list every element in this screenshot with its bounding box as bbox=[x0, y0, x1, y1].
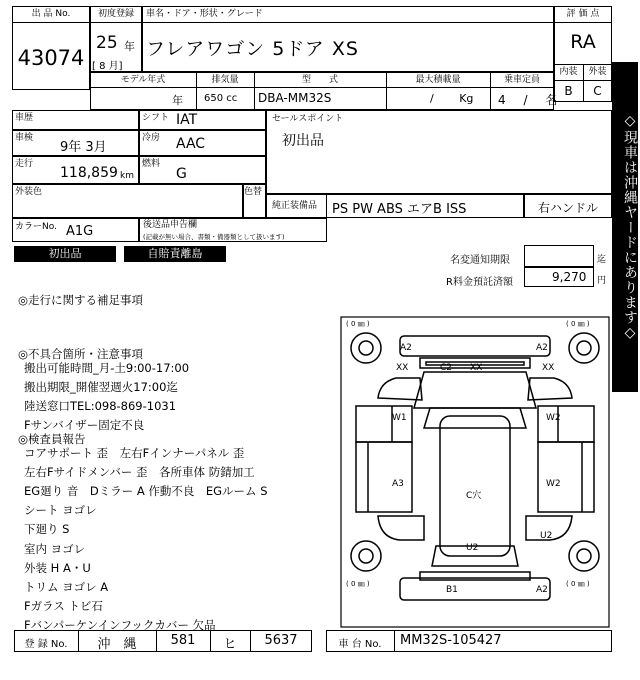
load-label: 最大積載量 bbox=[415, 75, 461, 85]
shift-label: シフト bbox=[142, 113, 170, 123]
post-label: 後送品申告欄 bbox=[143, 220, 198, 230]
driving-notes-title: ◎走行に関する補足事項 bbox=[18, 293, 144, 307]
note-line: Fバンパーケンインフックカバー 欠品 bbox=[24, 617, 216, 632]
car-damage-diagram bbox=[340, 316, 610, 628]
rear-door-right bbox=[538, 442, 594, 512]
note-line: EG廻り 音 Dミラー A 作動不良 EGルーム S bbox=[24, 484, 268, 499]
first-reg-year-unit: 年 bbox=[124, 40, 135, 53]
mileage-unit: km bbox=[120, 171, 134, 181]
displacement-label: 排気量 bbox=[211, 75, 239, 85]
chassis-number: MM32S-105427 bbox=[400, 633, 502, 648]
color-no-value: A1G bbox=[66, 224, 94, 239]
mark-rear-door-right: W2 bbox=[546, 479, 561, 489]
tire-label-front-left: ( 0 ㎜ ) bbox=[346, 320, 370, 328]
steering-value: 右ハンドル bbox=[537, 201, 598, 215]
mileage-label: 走行 bbox=[15, 159, 34, 169]
ac-label: 冷房 bbox=[142, 133, 161, 143]
tire-label-front-right: ( 0 ㎜ ) bbox=[566, 320, 590, 328]
equipment-label: 純正装備品 bbox=[272, 201, 318, 211]
roof bbox=[440, 416, 510, 556]
chassis-label: 車 台 No. bbox=[338, 639, 382, 650]
front-bumper bbox=[400, 336, 550, 356]
front-door-right bbox=[538, 406, 594, 442]
first-reg-month: [ 8 月] bbox=[92, 61, 123, 72]
mileage-value: 118,859 bbox=[60, 165, 118, 181]
inspector-title: ◎検査員報告 bbox=[18, 432, 86, 446]
note-line: 搬出可能時間_月-土9:00-17:00 bbox=[24, 361, 190, 375]
model-year-label: モデル年式 bbox=[120, 75, 166, 85]
mark-rear-bumper-right: A2 bbox=[536, 585, 548, 595]
first-listing-badge: 初出品 bbox=[14, 246, 116, 262]
mark-front-bumper-left: A2 bbox=[400, 343, 412, 353]
ac-value: AAC bbox=[176, 136, 206, 152]
inspection-label: 車検 bbox=[15, 133, 34, 143]
front-fender-right bbox=[528, 378, 572, 400]
equipment-value: PS PW ABS エアB ISS bbox=[332, 202, 467, 217]
color-change-label: 色替 bbox=[244, 187, 263, 197]
fuel-value: G bbox=[176, 166, 187, 182]
deadline-label: 名変通知期限 bbox=[450, 255, 510, 266]
first-reg-label: 初度登録 bbox=[97, 9, 134, 19]
inspection-value: 9年 3月 bbox=[60, 140, 107, 155]
mark-fender-right: XX bbox=[542, 363, 555, 373]
note-line: Fサンバイザー固定不良 bbox=[24, 418, 145, 433]
tire-label-rear-right: ( 0 ㎜ ) bbox=[566, 580, 590, 588]
mark-hood: C2 bbox=[440, 363, 453, 373]
yard-location-banner: ◇現車は沖縄ヤードにあります◇ bbox=[612, 62, 638, 392]
mark-front-bumper-right: A2 bbox=[536, 343, 548, 353]
registration-number: 5637 bbox=[264, 633, 298, 648]
history-label: 車歴 bbox=[15, 113, 34, 123]
model-year-unit: 年 bbox=[172, 94, 183, 107]
front-door-left bbox=[356, 406, 412, 442]
note-line: 外装 H A・U bbox=[24, 560, 91, 575]
interior-grade: B bbox=[564, 84, 573, 98]
defect-notes-title: ◎不具合箇所・注意事項 bbox=[18, 347, 144, 361]
note-line: Fガラス トビ石 bbox=[24, 598, 103, 613]
capacity-label: 乗車定員 bbox=[503, 75, 540, 85]
mark-rear-door-left: A3 bbox=[392, 479, 404, 489]
island-insurance-badge: 自賠責離島 bbox=[124, 246, 226, 262]
shift-value: IAT bbox=[176, 112, 198, 128]
rear-door-left bbox=[356, 442, 412, 512]
mark-rear-quarter-right: U2 bbox=[540, 531, 553, 541]
mark-rear-glass: U2 bbox=[466, 543, 479, 553]
deadline-unit: 迄 bbox=[597, 255, 607, 265]
tire-fl bbox=[351, 333, 381, 363]
tire-label-rear-left: ( 0 ㎜ ) bbox=[346, 580, 370, 588]
note-line: コアサポート 歪 左右Fインナーパネル 歪 bbox=[24, 446, 245, 460]
tire-fr bbox=[569, 333, 599, 363]
fuel-label: 燃料 bbox=[142, 159, 161, 169]
registration-label: 登 録 No. bbox=[24, 639, 68, 650]
note-line: 左右Fサイドメンバー 歪 各所車体 防錆加工 bbox=[24, 465, 255, 480]
capacity-value: 4 / 名 bbox=[498, 93, 558, 107]
note-line: 搬出期限_開催翌週火17:00迄 bbox=[24, 380, 178, 395]
ext-color-label: 外装色 bbox=[15, 187, 43, 197]
rear-quarter-left bbox=[378, 516, 424, 540]
mark-hood-right: XX bbox=[470, 363, 483, 373]
grade-value: RA bbox=[570, 31, 596, 53]
deadline-box bbox=[524, 245, 594, 267]
grade-label: 評 価 点 bbox=[566, 9, 600, 19]
lot-number: 43074 bbox=[17, 46, 85, 70]
tire-rr bbox=[569, 541, 599, 571]
mark-rear-bumper-left: B1 bbox=[446, 585, 458, 595]
sales-point-value: 初出品 bbox=[282, 133, 324, 149]
registration-area: 沖 縄 bbox=[97, 637, 137, 652]
lot-label: 出 品 No. bbox=[31, 9, 71, 19]
recycle-unit: 円 bbox=[597, 276, 607, 286]
front-fender-left bbox=[378, 378, 422, 400]
load-value: / Kg bbox=[430, 92, 474, 105]
registration-kana: ヒ bbox=[223, 637, 237, 652]
post-note: (記載が無い場合、書類・備器類として扱います) bbox=[143, 233, 285, 241]
registration-class: 581 bbox=[170, 633, 196, 648]
note-line: シート ヨゴレ bbox=[24, 503, 97, 518]
mark-front-door-right: W2 bbox=[546, 413, 561, 423]
mark-fender-left: XX bbox=[396, 363, 409, 373]
car-name-label: 車名・ドア・形状・グレード bbox=[146, 9, 263, 19]
car-name: フレアワゴン 5ドア XS bbox=[146, 38, 359, 60]
model-value: DBA-MM32S bbox=[258, 91, 332, 105]
note-line: 下廻り S bbox=[24, 522, 70, 537]
sales-point-label: セールスポイント bbox=[272, 114, 344, 124]
exterior-label: 外装 bbox=[588, 67, 607, 77]
model-label: 型 式 bbox=[301, 75, 338, 85]
recycle-label: R料金預託済額 bbox=[446, 277, 513, 288]
mark-front-door-left: W1 bbox=[392, 413, 407, 423]
interior-label: 内装 bbox=[559, 67, 578, 77]
rear-bumper bbox=[400, 578, 550, 600]
note-line: 陸送窓口TEL:098-869-1031 bbox=[24, 399, 177, 414]
hood bbox=[414, 372, 536, 408]
color-no-label: カラーNo. bbox=[15, 222, 57, 232]
note-line: 室内 ヨゴレ bbox=[24, 541, 86, 556]
exterior-grade: C bbox=[593, 84, 602, 98]
displacement-value: 650 cc bbox=[204, 93, 238, 104]
mark-roof: C穴 bbox=[466, 491, 482, 501]
note-line: トリム ヨゴレ A bbox=[24, 579, 109, 594]
first-reg-year: 25 bbox=[96, 33, 118, 53]
tire-rl bbox=[351, 541, 381, 571]
recycle-value: 9,270 bbox=[552, 270, 587, 284]
ext-color-box bbox=[12, 184, 243, 218]
